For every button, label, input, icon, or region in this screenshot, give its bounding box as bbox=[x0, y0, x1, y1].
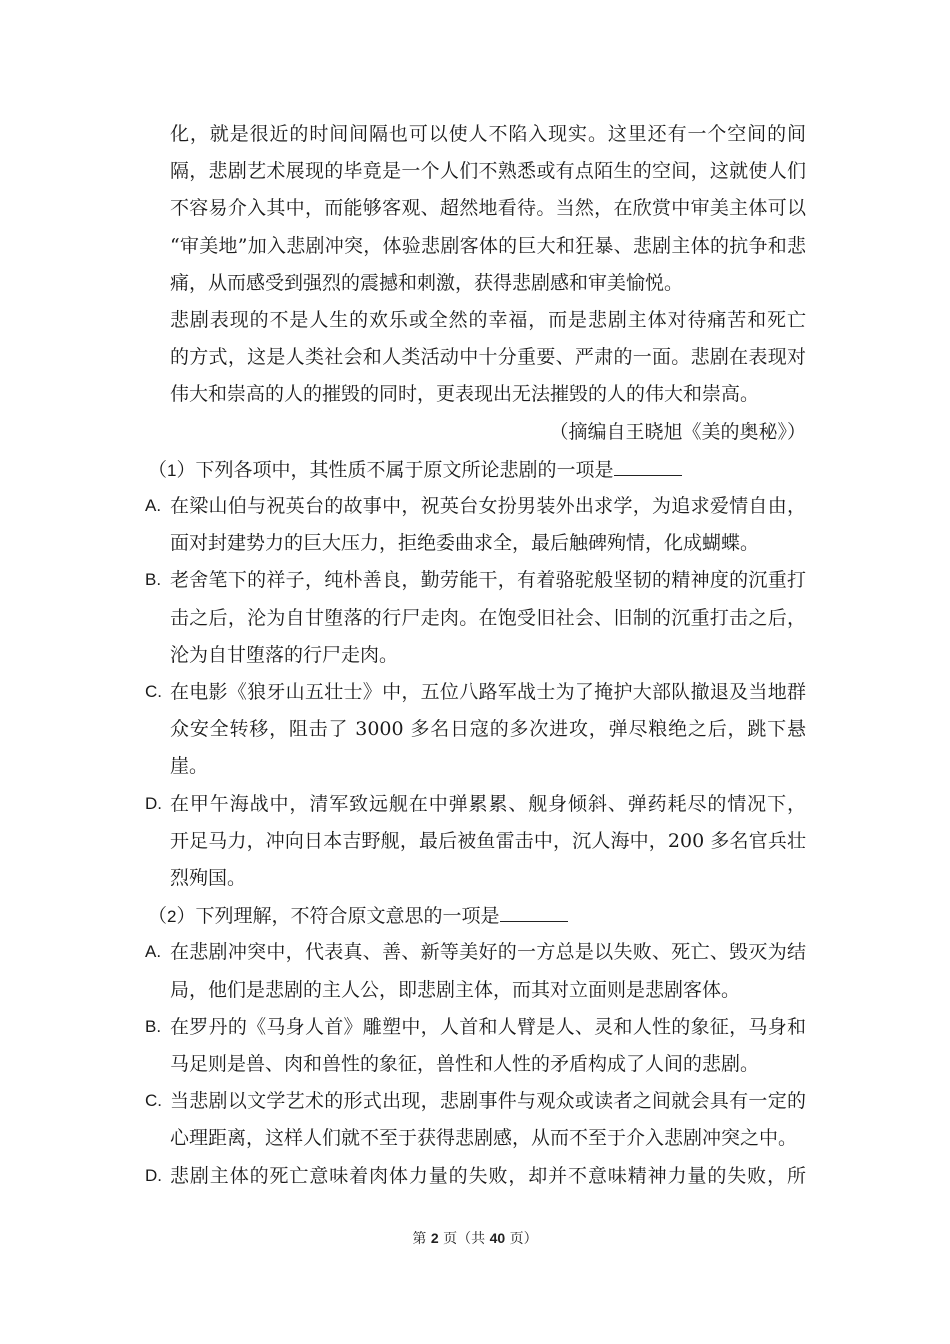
page-footer bbox=[0, 1228, 950, 1249]
option-line: 在罗丹的《马身人首》雕塑中，人首和人臂是人、灵和人性的象征，马身和 bbox=[170, 1015, 806, 1038]
answer-blank bbox=[614, 457, 682, 476]
option-line: 老舍笔下的祥子，纯朴善良，勤劳能干，有着骆驼般坚韧的精神度的沉重打 bbox=[170, 569, 806, 592]
option-label: C. bbox=[145, 682, 162, 701]
option-line: 在悲剧冲突中，代表真、善、新等美好的一方总是以失败、死亡、毁灭为结 bbox=[170, 941, 806, 964]
total-pages: 40 bbox=[489, 1230, 506, 1246]
passage-line: “审美地”加入悲剧冲突，体验悲剧客体的巨大和狂暴、悲剧主体的抗争和悲 bbox=[170, 234, 806, 257]
footer-prefix: 第 bbox=[412, 1231, 431, 1247]
option-line: 面对封建势力的巨大压力，拒绝委曲求全，最后触碑殉情，化成蝴蝶。 bbox=[170, 532, 760, 555]
option-label: C. bbox=[145, 1091, 162, 1111]
option-label: A. bbox=[145, 496, 162, 515]
option-line: 在甲午海战中，清军致远舰在中弹累累、舰身倾斜、弹药耗尽的情况下， bbox=[170, 792, 806, 815]
option-label: D. bbox=[145, 793, 162, 813]
option-line: 在电影《狼牙山五壮士》中，五位八路军战士为了掩护大部队撤退及当地群 bbox=[170, 681, 806, 703]
passage-line: 不容易介入其中，而能够客观、超然地看待。当然，在欣赏中审美主体可以 bbox=[170, 197, 806, 220]
question-number: 1 bbox=[167, 460, 177, 480]
passage-line: 痛，从而感受到强烈的震撼和刺激，获得悲剧感和审美愉悦。 bbox=[170, 271, 684, 294]
option-line: 局，他们是悲剧的主人公，即悲剧主体，而其对立面则是悲剧客体。 bbox=[170, 978, 741, 1001]
option-label: B. bbox=[145, 1016, 162, 1036]
option-line: 崖。 bbox=[170, 755, 209, 778]
passage-line: 的方式，这是人类社会和人类活动中十分重要、严肃的一面。悲剧在表现对 bbox=[170, 346, 806, 369]
option-label: A. bbox=[145, 942, 162, 962]
option-line: 沦为自甘堕落的行尸走肉。 bbox=[170, 643, 399, 666]
question-close-paren: ） bbox=[176, 458, 196, 481]
option-line: 心理距离，这样人们就不至于获得悲剧感，从而不至于介入悲剧冲突之中。 bbox=[170, 1127, 798, 1150]
question-open-paren: （ bbox=[148, 905, 168, 928]
footer-suffix: 页） bbox=[505, 1231, 538, 1247]
passage-line: 伟大和崇高的人的摧毁的同时，更表现出无法摧毁的人的伟大和崇高。 bbox=[170, 383, 760, 406]
citation: （摘编自王晓旭《美的奥秘》） bbox=[549, 420, 806, 443]
question-number: 2 bbox=[167, 907, 177, 927]
footer-mid: 页（共 bbox=[438, 1231, 490, 1247]
passage-line: 悲剧表现的不是人生的欢乐或全然的幸福，而是悲剧主体对待痛苦和死亡 bbox=[170, 309, 806, 331]
option-line: 众安全转移，阻击了 3000 多名日寇的多次进攻，弹尽粮绝之后，跳下悬 bbox=[170, 718, 806, 741]
question-open-paren: （ bbox=[148, 458, 168, 481]
option-line: 在梁山伯与祝英台的故事中，祝英台女扮男装外出求学，为追求爱情自由， bbox=[170, 495, 806, 517]
option-label: B. bbox=[145, 570, 162, 590]
option-line: 马足则是兽、肉和兽性的象征，兽性和人性的矛盾构成了人间的悲剧。 bbox=[170, 1053, 760, 1075]
question-close-paren: ） bbox=[176, 905, 196, 928]
option-line: 悲剧主体的死亡意味着肉体力量的失败，却并不意味精神力量的失败，所 bbox=[170, 1164, 806, 1187]
option-line: 击之后，沦为自甘堕落的行尸走肉。在饱受旧社会、旧制的沉重打击之后， bbox=[170, 606, 806, 629]
page-number: 2 bbox=[430, 1230, 439, 1246]
question-stem bbox=[148, 457, 682, 483]
passage-line: 化，就是很近的时间间隔也可以使人不陷入现实。这里还有一个空间的间 bbox=[170, 123, 806, 145]
passage-line: 隔，悲剧艺术展现的毕竟是一个人们不熟悉或有点陌生的空间，这就使人们 bbox=[170, 160, 806, 183]
question-stem bbox=[148, 903, 568, 929]
option-label: D. bbox=[145, 1165, 162, 1185]
question-text: 下列各项中，其性质不属于原文所论悲剧的一项是 bbox=[195, 458, 614, 481]
option-line: 烈殉国。 bbox=[170, 867, 247, 889]
answer-blank bbox=[500, 903, 568, 922]
option-line: 当悲剧以文学艺术的形式出现，悲剧事件与观众或读者之间就会具有一定的 bbox=[170, 1090, 806, 1113]
question-text: 下列理解，不符合原文意思的一项是 bbox=[195, 905, 500, 928]
option-line: 开足马力，冲向日本吉野舰，最后被鱼雷击中，沉人海中，200 多名官兵壮 bbox=[170, 829, 806, 852]
